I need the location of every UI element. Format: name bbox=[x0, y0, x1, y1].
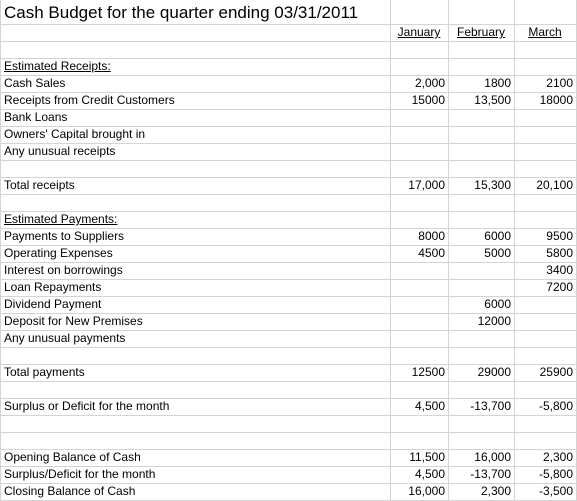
value-cell[interactable]: 4,500 bbox=[414, 399, 445, 413]
empty-cell[interactable] bbox=[390, 262, 445, 279]
value-cell[interactable]: 11,500 bbox=[409, 450, 445, 464]
empty-cell[interactable] bbox=[514, 109, 573, 126]
row-label[interactable]: Receipts from Credit Customers bbox=[4, 93, 175, 107]
row-label[interactable]: Surplus/Deficit for the month bbox=[4, 467, 156, 481]
empty-cell[interactable] bbox=[514, 415, 573, 432]
empty-cell[interactable] bbox=[390, 211, 445, 228]
row-label[interactable]: Bank Loans bbox=[4, 110, 68, 124]
value-cell[interactable]: 2100 bbox=[546, 76, 573, 90]
empty-cell[interactable] bbox=[390, 41, 445, 58]
row-label[interactable]: Opening Balance of Cash bbox=[4, 450, 141, 464]
empty-cell[interactable] bbox=[514, 381, 573, 398]
empty-cell[interactable] bbox=[390, 296, 445, 313]
empty-cell[interactable] bbox=[448, 58, 511, 75]
empty-cell[interactable] bbox=[448, 381, 511, 398]
value-cell[interactable]: 6000 bbox=[484, 297, 511, 311]
row-label[interactable]: Owners' Capital brought in bbox=[4, 127, 146, 141]
value-cell[interactable]: -5,800 bbox=[538, 467, 573, 481]
sheet-title[interactable]: Cash Budget for the quarter ending 03/31/2011 bbox=[4, 3, 359, 22]
empty-cell[interactable] bbox=[390, 432, 445, 449]
row-label[interactable]: Deposit for New Premises bbox=[4, 314, 143, 328]
empty-cell[interactable] bbox=[514, 211, 573, 228]
value-cell[interactable]: 8000 bbox=[418, 229, 445, 243]
row-label[interactable]: Total receipts bbox=[4, 178, 75, 192]
value-cell[interactable]: -13,700 bbox=[470, 467, 511, 481]
row-label[interactable]: Any unusual payments bbox=[4, 331, 126, 345]
empty-cell[interactable] bbox=[448, 415, 511, 432]
row-label[interactable]: Cash Sales bbox=[4, 76, 66, 90]
empty-cell[interactable] bbox=[390, 313, 445, 330]
empty-cell[interactable] bbox=[390, 58, 445, 75]
value-cell[interactable]: -5,800 bbox=[538, 399, 573, 413]
column-header-january[interactable]: January bbox=[397, 25, 441, 39]
empty-cell[interactable] bbox=[514, 194, 573, 211]
value-cell[interactable]: 2,000 bbox=[414, 76, 445, 90]
empty-cell[interactable] bbox=[448, 126, 511, 143]
value-cell[interactable]: 25900 bbox=[539, 365, 573, 379]
empty-cell[interactable] bbox=[448, 143, 511, 160]
empty-cell[interactable] bbox=[390, 143, 445, 160]
empty-cell[interactable] bbox=[390, 330, 445, 347]
column-header-march[interactable]: March bbox=[528, 25, 562, 39]
value-cell[interactable]: 6000 bbox=[484, 229, 511, 243]
value-cell[interactable]: 5800 bbox=[546, 246, 573, 260]
empty-cell[interactable] bbox=[390, 415, 445, 432]
empty-cell[interactable] bbox=[448, 160, 511, 177]
row-label[interactable]: Loan Repayments bbox=[4, 280, 102, 294]
empty-cell[interactable] bbox=[390, 126, 445, 143]
row-label[interactable]: Total payments bbox=[4, 365, 85, 379]
empty-cell[interactable] bbox=[448, 330, 511, 347]
row-label[interactable]: Estimated Payments: bbox=[4, 212, 118, 226]
value-cell[interactable]: 12000 bbox=[477, 314, 511, 328]
empty-cell[interactable] bbox=[390, 347, 445, 364]
row-label[interactable]: Estimated Receipts: bbox=[4, 59, 111, 73]
column-header-february[interactable]: February bbox=[456, 25, 506, 39]
empty-cell[interactable] bbox=[514, 41, 573, 58]
value-cell[interactable]: 4500 bbox=[418, 246, 445, 260]
value-cell[interactable]: 15000 bbox=[411, 93, 445, 107]
value-cell[interactable]: 5000 bbox=[484, 246, 511, 260]
empty-cell[interactable] bbox=[448, 279, 511, 296]
value-cell[interactable]: 9500 bbox=[546, 229, 573, 243]
row-label[interactable]: Any unusual receipts bbox=[4, 144, 116, 158]
value-cell[interactable]: 29000 bbox=[477, 365, 511, 379]
empty-cell[interactable] bbox=[390, 279, 445, 296]
value-cell[interactable]: 3400 bbox=[546, 263, 573, 277]
row-label[interactable]: Dividend Payment bbox=[4, 297, 102, 311]
row-label[interactable]: Interest on borrowings bbox=[4, 263, 123, 277]
empty-cell[interactable] bbox=[514, 432, 573, 449]
empty-cell[interactable] bbox=[448, 347, 511, 364]
row-label[interactable]: Surplus or Deficit for the month bbox=[4, 399, 170, 413]
value-cell[interactable]: 20,100 bbox=[536, 178, 573, 192]
empty-cell[interactable] bbox=[448, 41, 511, 58]
empty-cell[interactable] bbox=[448, 262, 511, 279]
value-cell[interactable]: 2,300 bbox=[480, 484, 511, 498]
empty-cell[interactable] bbox=[390, 194, 445, 211]
empty-cell[interactable] bbox=[448, 432, 511, 449]
empty-cell[interactable] bbox=[390, 381, 445, 398]
empty-cell[interactable] bbox=[514, 58, 573, 75]
value-cell[interactable]: 7200 bbox=[546, 280, 573, 294]
value-cell[interactable]: 4,500 bbox=[414, 467, 445, 481]
empty-cell[interactable] bbox=[514, 330, 573, 347]
row-label[interactable]: Operating Expenses bbox=[4, 246, 113, 260]
empty-cell[interactable] bbox=[390, 109, 445, 126]
empty-cell[interactable] bbox=[448, 194, 511, 211]
value-cell[interactable]: 16,000 bbox=[474, 450, 511, 464]
value-cell[interactable]: -13,700 bbox=[470, 399, 511, 413]
value-cell[interactable]: 1800 bbox=[484, 76, 511, 90]
empty-cell[interactable] bbox=[514, 160, 573, 177]
value-cell[interactable]: 13,500 bbox=[474, 93, 511, 107]
row-label[interactable]: Payments to Suppliers bbox=[4, 229, 125, 243]
value-cell[interactable]: 17,000 bbox=[408, 178, 445, 192]
value-cell[interactable]: 16,000 bbox=[408, 484, 445, 498]
row-label[interactable]: Closing Balance of Cash bbox=[4, 484, 136, 498]
value-cell[interactable]: 2,300 bbox=[542, 450, 573, 464]
empty-cell[interactable] bbox=[514, 347, 573, 364]
value-cell[interactable]: 12500 bbox=[411, 365, 445, 379]
empty-cell[interactable] bbox=[448, 109, 511, 126]
empty-cell[interactable] bbox=[514, 126, 573, 143]
empty-cell[interactable] bbox=[514, 296, 573, 313]
value-cell[interactable]: -3,500 bbox=[538, 484, 573, 498]
value-cell[interactable]: 18000 bbox=[539, 93, 573, 107]
value-cell[interactable]: 15,300 bbox=[474, 178, 511, 192]
empty-cell[interactable] bbox=[514, 143, 573, 160]
empty-cell[interactable] bbox=[390, 160, 445, 177]
empty-cell[interactable] bbox=[514, 313, 573, 330]
empty-cell[interactable] bbox=[448, 211, 511, 228]
